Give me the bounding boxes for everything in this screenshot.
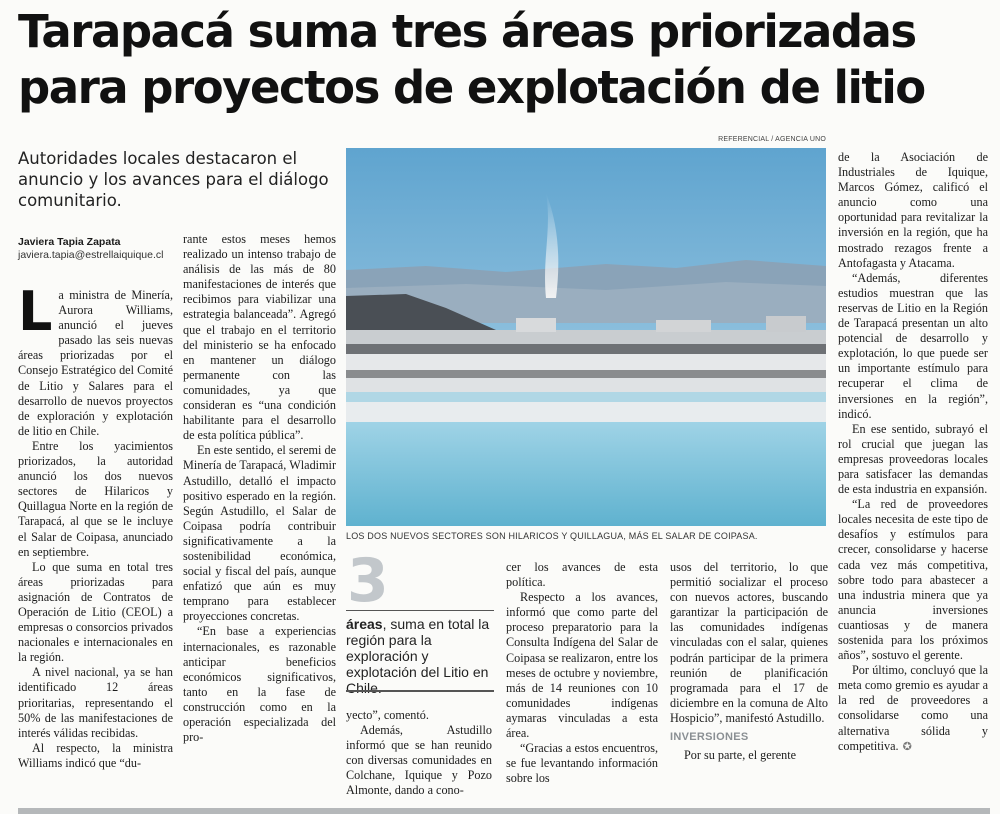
- callout-text: [346, 616, 494, 696]
- callout-divider-top: [346, 610, 494, 611]
- bottom-rule: [18, 808, 990, 814]
- paragraph: [18, 280, 173, 439]
- callout-bold: áreas: [346, 616, 383, 632]
- paragraph: Al respecto, la ministra Williams indicó que “du-: [18, 740, 173, 770]
- drop-cap: L: [18, 280, 53, 343]
- author-email[interactable]: javiera.tapia@estrellaiquique.cl: [18, 249, 164, 261]
- article-column-3: [346, 708, 492, 808]
- article-column-2: [183, 232, 336, 807]
- paragraph: “En base a experiencias internacionales, es razonable anticipar beneficios económicos significativos, tanto en la fase de construcción como en la operación especializada del pro-: [183, 624, 336, 745]
- article-column-1: [18, 280, 173, 808]
- paragraph: de la Asociación de Industriales de Iquique, Marcos Gómez, calificó el anuncio como una oportunidad para revitalizar la inversión en la región, que ha mostrado rezagos frente a Antofagasta y Atacama.: [838, 150, 988, 270]
- headline: Tarapacá suma tres áreas priorizadas para proyectos de explotación de litio: [18, 5, 925, 114]
- article-column-5: [670, 560, 828, 808]
- paragraph: usos del territorio, lo que permitió socializar el proceso con nuevos actores, buscando garantizar la participación de las comunidades indígenas vinculadas con el salar, quienes podrán participar de la primera reunión de planificación programada para el 17 de diciembre en la comuna de Alto Hospicio”, manifestó Astudillo.: [670, 560, 828, 725]
- paragraph: “Gracias a estos encuentros, se fue levantando información sobre los: [506, 741, 658, 786]
- article-column-4: [506, 560, 658, 808]
- callout-number: 3: [347, 546, 389, 616]
- salar-photo-illustration: [346, 148, 826, 526]
- paragraph: rante estos meses hemos realizado un intenso trabajo de análisis de las más de 80 manifestaciones de interés que recibimos para viabilizar una estrategia balanceada”. Agregó que el trabajo en el territorio del ministerio se ha enfocado en mantener un diálogo permanente con las comunidades, ya que consideran es “una condición habilitante para el desarrollo de esta política pública”.: [183, 232, 336, 443]
- author-name: Javiera Tapia Zapata: [18, 236, 121, 248]
- paragraph: Lo que suma en total tres áreas priorizadas para asignación de Contratos de Operación de Litio (CEOL) a empresas o consorcios privados nacionales e internacionales en la región.: [18, 559, 173, 665]
- paragraph: En este sentido, el seremi de Minería de Tarapacá, Wladimir Astudillo, detalló el impacto positivo esperado en la región. Según Astudillo, el Salar de Coipasa podría contribuir significativamente a la sostenibilidad económica, social y fiscal del país, aunque enfatizó que aún es muy temprano para establecer proyecciones concretas.: [183, 443, 336, 624]
- section-subheading: INVERSIONES: [670, 731, 749, 744]
- paragraph: [838, 663, 988, 754]
- paragraph: yecto”, comentó.: [346, 708, 429, 722]
- paragraph: Entre los yacimientos priorizados, la autoridad anunció los dos nuevos sectores de Hilaricos y Quillagua Norte en la región de Tarapacá, al que se le incluye el Salar de Coipasa, anunciado en septiembre.: [18, 438, 173, 559]
- paragraph: En ese sentido, subrayó el rol crucial que juegan las empresas proveedoras locales para satisfacer las demandas de esta industria en expansión.: [838, 421, 988, 497]
- salar-photo: [346, 148, 826, 526]
- callout-divider-bottom: [346, 690, 494, 692]
- paragraph: cer los avances de esta política.: [506, 560, 658, 590]
- paragraph-text: Por último, concluyó que la meta como gremio es ayudar a la red de proveedores a consolidarse como una alternativa sólida y competitiva.: [838, 663, 988, 753]
- article-column-6: [838, 150, 988, 800]
- paragraph: “La red de proveedores locales necesita de este tipo de desafíos y estímulos para crecer, consolidarse y hacerse cada vez más competitiva, sobre todo para abastecer a una industria minera que ya anuncia inversiones cuantiosas y de manera sostenida para los próximos años”, sostuvo el gerente.: [838, 497, 988, 663]
- byline: [18, 236, 178, 262]
- photo-caption: LOS DOS NUEVOS SECTORES SON HILARICOS Y QUILLAGUA, MÁS EL SALAR DE COIPASA.: [346, 531, 758, 541]
- paragraph: “Además, diferentes estudios muestran que las reservas de Litio en la Región de Tarapacá presentan un alto potencial de desarrollo y explotación, lo que puede ser un importante estímulo para recuperar el clima de inversiones en la región”, indicó.: [838, 270, 988, 421]
- subheadline: Autoridades locales destacaron el anuncio y los avances para el diálogo comunitario.: [18, 149, 329, 210]
- paragraph: Por su parte, el gerente: [684, 748, 797, 763]
- star-icon: ✪: [902, 739, 912, 753]
- paragraph: Además, Astudillo informó que se han reunido con diversas comunidades en Colchane, Iquique y Pozo Almonte, dando a cono-: [346, 723, 492, 798]
- photo-credit: REFERENCIAL / AGENCIA UNO: [718, 136, 826, 143]
- paragraph: Respecto a los avances, informó que como parte del proceso preparatorio para la Consulta Indígena del Salar de Coipasa se realizaron, entre los meses de octubre y noviembre, más de 14 reuniones con 10 comunidades indígenas aymaras vinculadas a esta área.: [506, 590, 658, 741]
- paragraph-text: a ministra de Minería, Aurora Williams, anunció el jueves pasado las seis nuevas áreas priorizadas por el Consejo Estratégico del Comité de Litio y Salares para el desarrollo de nuevos proyectos de exploración y explotación de litio en Chile.: [18, 288, 173, 438]
- callout-body: , suma en total la región para la exploración y explotación del Litio en Chile.: [346, 616, 490, 696]
- paragraph: A nivel nacional, ya se han identificado 12 áreas prioritarias, representando el 50% de las manifestaciones de interés válidas recibidas.: [18, 665, 173, 740]
